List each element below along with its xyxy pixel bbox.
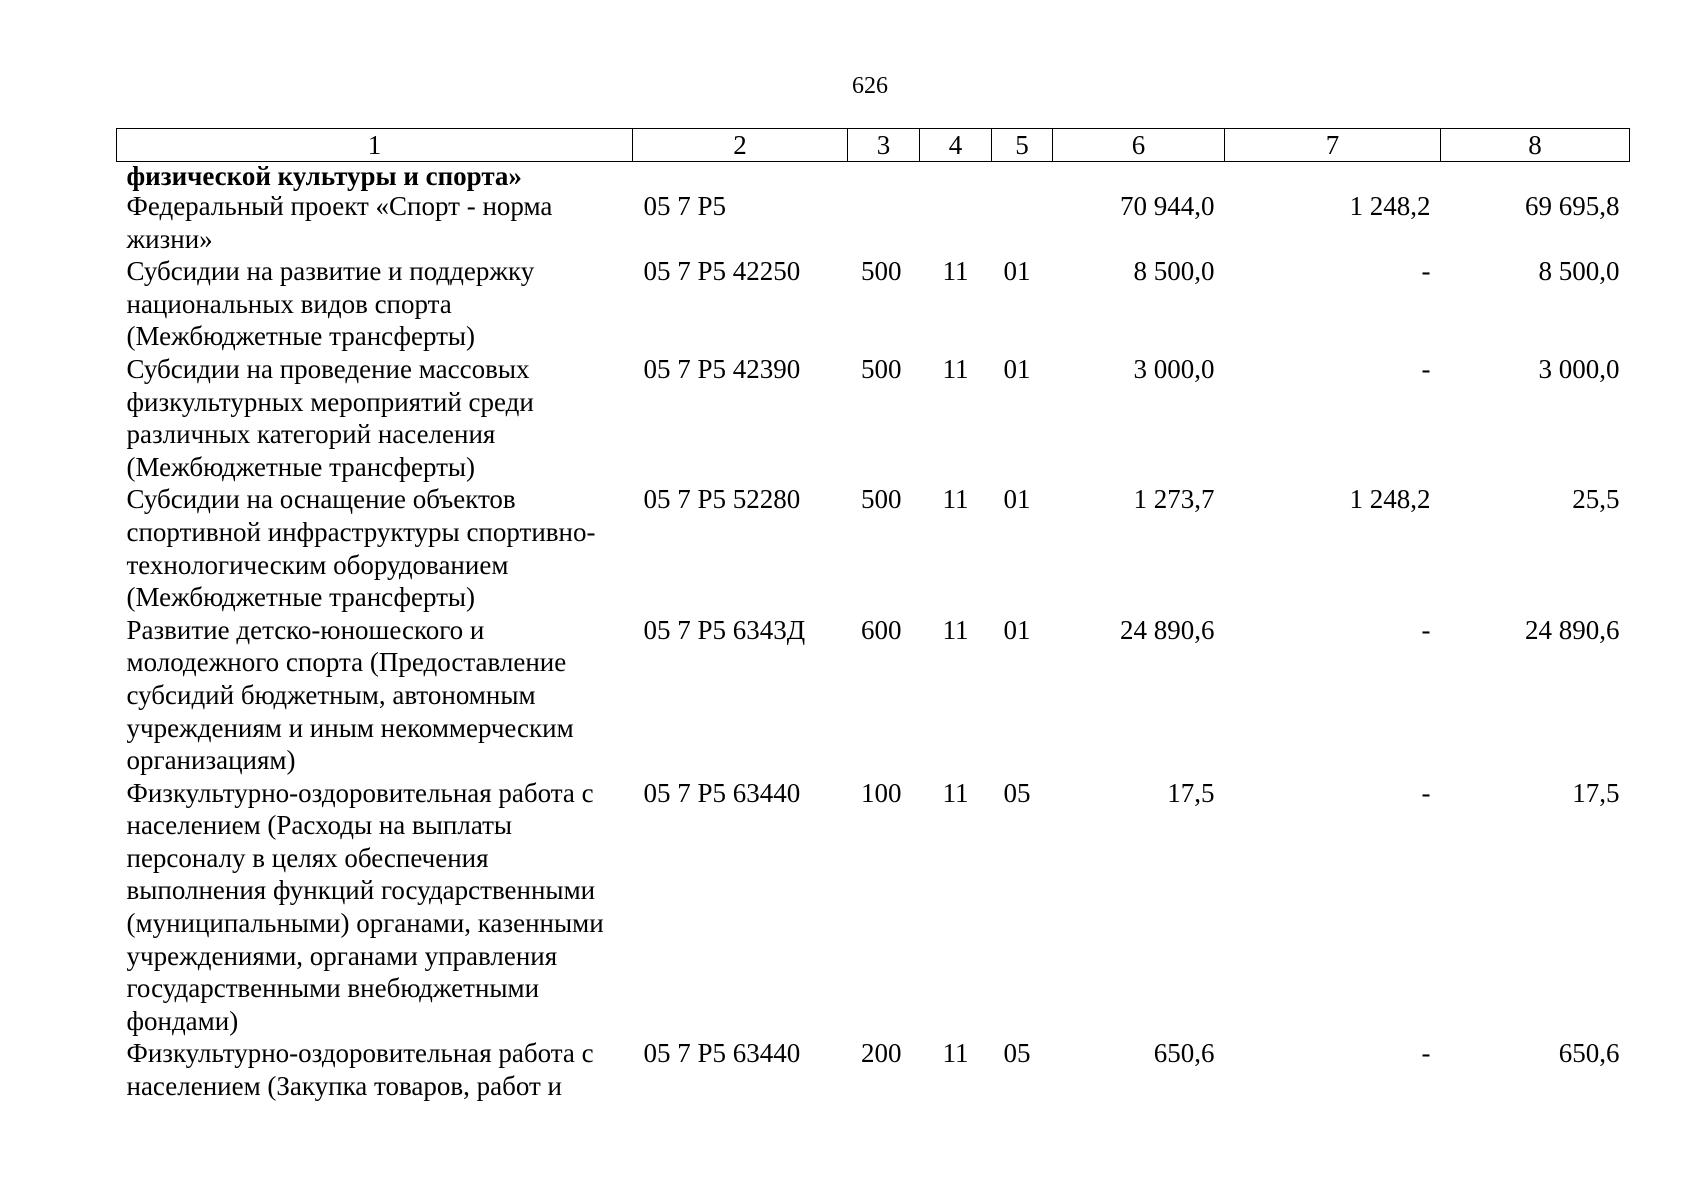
- row-code: 05 7 P5 42390: [643, 353, 801, 384]
- row-col-5: 05: [1003, 1038, 1031, 1069]
- row-col-6: 70 944,0: [1120, 191, 1215, 221]
- row-code: 05 7 P5 63440: [643, 1038, 801, 1069]
- table-row: [117, 1037, 1630, 1102]
- row-col-4: 11: [942, 353, 969, 384]
- row-col-6: 3 000,0: [1133, 353, 1215, 384]
- budget-table: [116, 128, 1630, 1103]
- continuation-heading: физической культуры и спорта»: [126, 161, 522, 191]
- row-col-7: -: [1421, 777, 1431, 808]
- row-col-5: 01: [1003, 614, 1031, 645]
- row-col-7: -: [1421, 1038, 1431, 1069]
- page-number: 626: [852, 73, 888, 99]
- row-code: 05 7 P5 63440: [643, 777, 801, 808]
- row-col-3: 200: [861, 1038, 902, 1069]
- continuation-row: [117, 162, 1630, 191]
- row-col-6: 8 500,0: [1133, 256, 1215, 287]
- row-code: 05 7 P5 6343Д: [643, 614, 806, 645]
- header-col-4: 4: [920, 129, 992, 162]
- row-name: Субсидии на проведение массовых физкультурных мероприятий среди различных категорий населения (Межбюджетные трансферты): [126, 353, 534, 482]
- row-col-4: 11: [942, 777, 969, 808]
- row-col-4: [920, 190, 992, 255]
- row-code: 05 7 P5 52280: [643, 484, 801, 515]
- table-row: [117, 190, 1630, 255]
- header-col-1: 1: [117, 129, 633, 162]
- row-name: Развитие детско-юношеского и молодежного спорта (Предоставление субсидий бюджетным, автономным учреждениям и иным некоммерческим организациям): [126, 614, 574, 776]
- table-header: [117, 129, 1630, 162]
- header-col-5: 5: [992, 129, 1053, 162]
- row-col-4: 11: [942, 614, 969, 645]
- row-name: Физкультурно-оздоровительная работа с населением (Расходы на выплаты персоналу в целях обеспечения выполнения функций государственными (муниципальными) органами, казенными учреждениями, органами управления государственными внебюджетными фондами): [126, 777, 604, 1036]
- row-col-4: 11: [942, 256, 969, 287]
- header-col-2: 2: [633, 129, 848, 162]
- row-col-7: -: [1421, 353, 1431, 384]
- row-col-8: 3 000,0: [1538, 353, 1620, 384]
- row-col-3: [848, 190, 920, 255]
- header-col-8: 8: [1441, 129, 1630, 162]
- row-name: Субсидии на развитие и поддержку национальных видов спорта (Межбюджетные трансферты): [126, 256, 535, 352]
- row-col-3: 500: [861, 353, 902, 384]
- row-col-6: 17,5: [1167, 777, 1215, 808]
- row-col-8: 17,5: [1572, 777, 1620, 808]
- table-row: [117, 614, 1630, 777]
- row-col-5: 01: [1003, 484, 1031, 515]
- row-name: Субсидии на оснащение объектов спортивной инфраструктуры спортивно-технологическим оборудованием (Межбюджетные трансферты): [126, 484, 596, 613]
- header-col-7: 7: [1225, 129, 1441, 162]
- row-col-3: 500: [861, 256, 902, 287]
- row-col-7: -: [1421, 256, 1431, 287]
- table-row: [117, 483, 1630, 613]
- header-col-3: 3: [848, 129, 920, 162]
- row-col-4: 11: [942, 484, 969, 515]
- row-col-3: 100: [861, 777, 902, 808]
- row-col-3: 500: [861, 484, 902, 515]
- header-col-6: 6: [1053, 129, 1225, 162]
- row-name: Физкультурно-оздоровительная работа с населением (Закупка товаров, работ и: [126, 1038, 594, 1102]
- row-col-7: 1 248,2: [1349, 484, 1431, 515]
- row-col-5: 01: [1003, 353, 1031, 384]
- table-row: [117, 777, 1630, 1038]
- row-col-5: [992, 190, 1053, 255]
- row-col-5: 01: [1003, 256, 1031, 287]
- table-body: [117, 162, 1630, 1103]
- row-col-8: 25,5: [1572, 484, 1620, 515]
- row-col-5: 05: [1003, 777, 1031, 808]
- row-col-6: 1 273,7: [1133, 484, 1215, 515]
- table-row: [117, 255, 1630, 353]
- row-col-4: 11: [942, 1038, 969, 1069]
- row-code: 05 7 P5: [643, 191, 727, 221]
- row-col-7: 1 248,2: [1349, 191, 1431, 221]
- row-col-6: 650,6: [1153, 1038, 1215, 1069]
- header-row: [117, 129, 1630, 162]
- table-row: [117, 353, 1630, 483]
- row-col-7: -: [1421, 614, 1431, 645]
- row-col-3: 600: [861, 614, 902, 645]
- row-col-6: 24 890,6: [1120, 614, 1215, 645]
- row-name: Федеральный проект «Спорт - норма жизни»: [126, 191, 553, 254]
- row-col-8: 69 695,8: [1525, 191, 1620, 221]
- row-col-8: 24 890,6: [1525, 614, 1620, 645]
- row-col-8: 650,6: [1558, 1038, 1620, 1069]
- row-code: 05 7 P5 42250: [643, 256, 801, 287]
- row-col-8: 8 500,0: [1538, 256, 1620, 287]
